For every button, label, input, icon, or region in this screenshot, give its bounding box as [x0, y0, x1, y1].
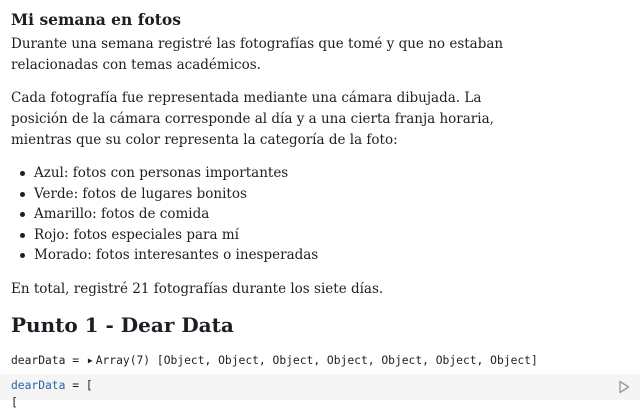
output-summary[interactable]: Array(7) [Object, Object, Object, Object, Object, Object, Object] — [95, 354, 538, 367]
code-rest: = [ — [65, 379, 93, 392]
output-variable: dearData — [11, 354, 66, 367]
bullet-icon — [20, 253, 25, 258]
section-title: Mi semana en fotos — [11, 10, 181, 29]
category-list — [11, 163, 318, 266]
list-item: Azul: fotos con personas importantes — [11, 163, 318, 184]
run-cell-icon[interactable] — [618, 380, 630, 394]
bullet-icon — [20, 171, 25, 176]
cell-output — [11, 352, 538, 370]
code-line[interactable] — [11, 377, 93, 395]
bullet-icon — [20, 233, 25, 238]
bullet-icon — [20, 192, 25, 197]
code-line-2[interactable]: [ — [11, 396, 18, 409]
total-paragraph: En total, registré 21 fotografías durante los siete días. — [11, 281, 384, 297]
description-paragraph: Cada fotografía fue representada mediante una cámara dibujada. La posición de la cámara corresponde al día y a una cierta franja horaria, mientras que su color representa la categoría de la foto: — [11, 90, 494, 148]
code-cell[interactable] — [0, 374, 640, 409]
list-item: Verde: fotos de lugares bonitos — [11, 184, 318, 205]
code-variable: dearData — [11, 379, 66, 392]
bullet-icon — [20, 212, 25, 217]
page-heading: Punto 1 - Dear Data — [11, 313, 234, 337]
expand-triangle-icon[interactable]: ▶ — [87, 356, 93, 365]
list-item: Rojo: fotos especiales para mí — [11, 225, 318, 246]
list-item: Morado: fotos interesantes o inesperadas — [11, 245, 318, 266]
intro-paragraph: Durante una semana registré las fotografías que tomé y que no estaban relacionadas con temas académicos. — [11, 36, 504, 73]
list-item: Amarillo: fotos de comida — [11, 204, 318, 225]
output-equals: = — [72, 354, 80, 367]
